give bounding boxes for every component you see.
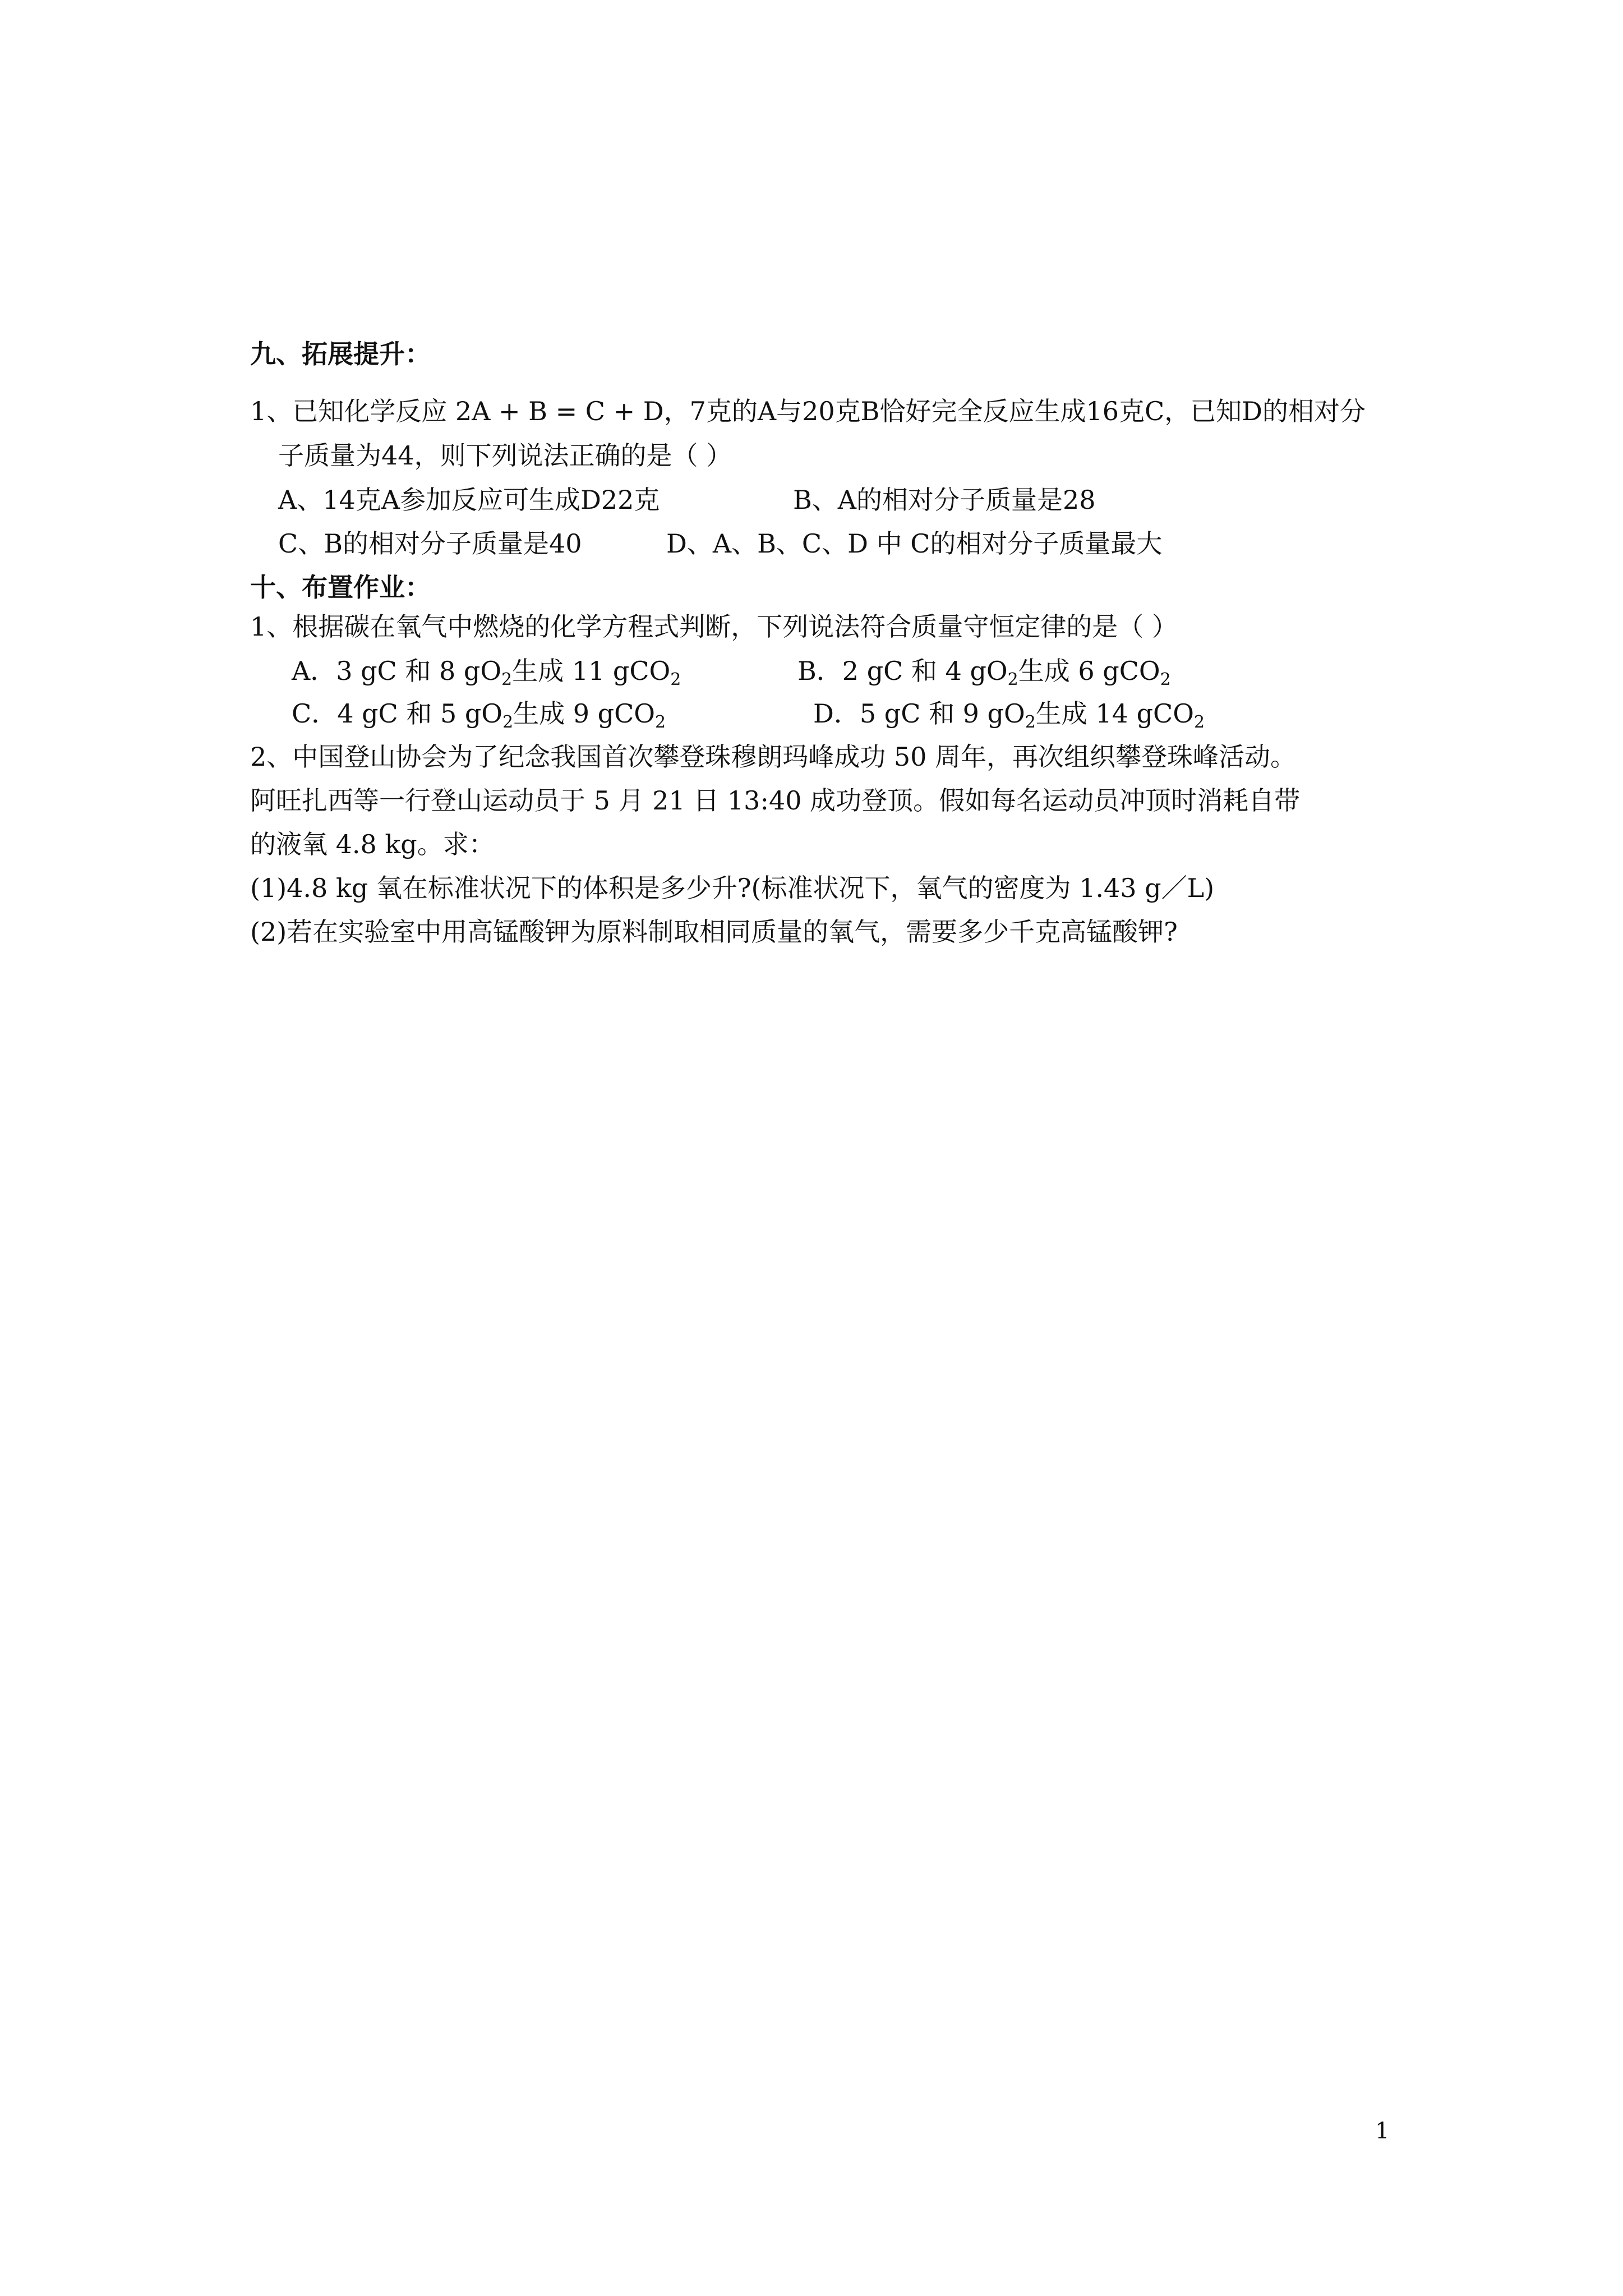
s10-option-b-pre: B．2 gC 和 4 gO [797, 656, 1008, 686]
s10-option-c-sub1: 2 [502, 712, 514, 732]
s10-option-c-sub2: 2 [655, 712, 666, 732]
section-10-heading: 十、布置作业： [250, 572, 431, 602]
s10-option-b [797, 656, 1171, 687]
s10-option-a-sub2: 2 [670, 670, 681, 689]
s10-question-2-line-3: 的液氧 4.8 kg。求： [250, 829, 495, 859]
s10-question-2-line-1: 2、中国登山协会为了纪念我国首次攀登珠穆朗玛峰成功 50 周年，再次组织攀登珠峰活动。 [250, 742, 1297, 772]
s10-option-d-sub2: 2 [1193, 712, 1205, 732]
s10-option-d-pre: D．5 gC 和 9 gO [813, 698, 1025, 729]
s10-option-b-sub2: 2 [1160, 670, 1171, 689]
s9-option-c: C、B的相对分子质量是40 [278, 528, 582, 559]
s9-option-a: A、14克A参加反应可生成D22克 [278, 485, 660, 515]
s10-option-d-sub1: 2 [1025, 712, 1036, 732]
s10-option-c-mid: 生成 9 gCO [513, 698, 655, 729]
s10-option-d-mid: 生成 14 gCO [1035, 698, 1194, 729]
s10-question-2-line-2: 阿旺扎西等一行登山运动员于 5 月 21 日 13:40 成功登顶。假如每名运动员冲顶时消耗自带 [250, 785, 1301, 816]
s10-option-b-mid: 生成 6 gCO [1018, 656, 1160, 686]
page-number: 1 [1375, 2118, 1390, 2144]
s9-question-1-line-1: 1、已知化学反应 2A + B = C + D，7克的A与20克B恰好完全反应生成16克C，已知D的相对分 [250, 396, 1366, 426]
s10-question-1-stem: 1、根据碳在氧气中燃烧的化学方程式判断，下列说法符合质量守恒定律的是（ ） [250, 611, 1178, 642]
s9-question-1-line-2: 子质量为44，则下列说法正确的是（ ） [278, 440, 732, 471]
s9-option-b: B、A的相对分子质量是28 [793, 485, 1096, 515]
section-9-heading: 九、拓展提升： [250, 339, 431, 369]
s10-option-a-sub1: 2 [501, 670, 513, 689]
s10-option-a-pre: A．3 gC 和 8 gO [292, 656, 502, 686]
s10-option-a [292, 656, 681, 687]
s10-option-d [813, 698, 1205, 732]
s10-option-b-sub1: 2 [1007, 670, 1018, 689]
s10-option-c-pre: C．4 gC 和 5 gO [292, 698, 503, 729]
s10-question-2-part-1: (1)4.8 kg 氧在标准状况下的体积是多少升?(标准状况下，氧气的密度为 1.43 g／L) [250, 873, 1215, 903]
s10-option-a-mid: 生成 11 gCO [512, 656, 671, 686]
s10-option-c [292, 698, 666, 732]
s10-question-2-part-2: (2)若在实验室中用高锰酸钾为原料制取相同质量的氧气，需要多少千克高锰酸钾? [250, 917, 1178, 947]
s9-option-d: D、A、B、C、D 中 C的相对分子质量最大 [666, 528, 1163, 559]
